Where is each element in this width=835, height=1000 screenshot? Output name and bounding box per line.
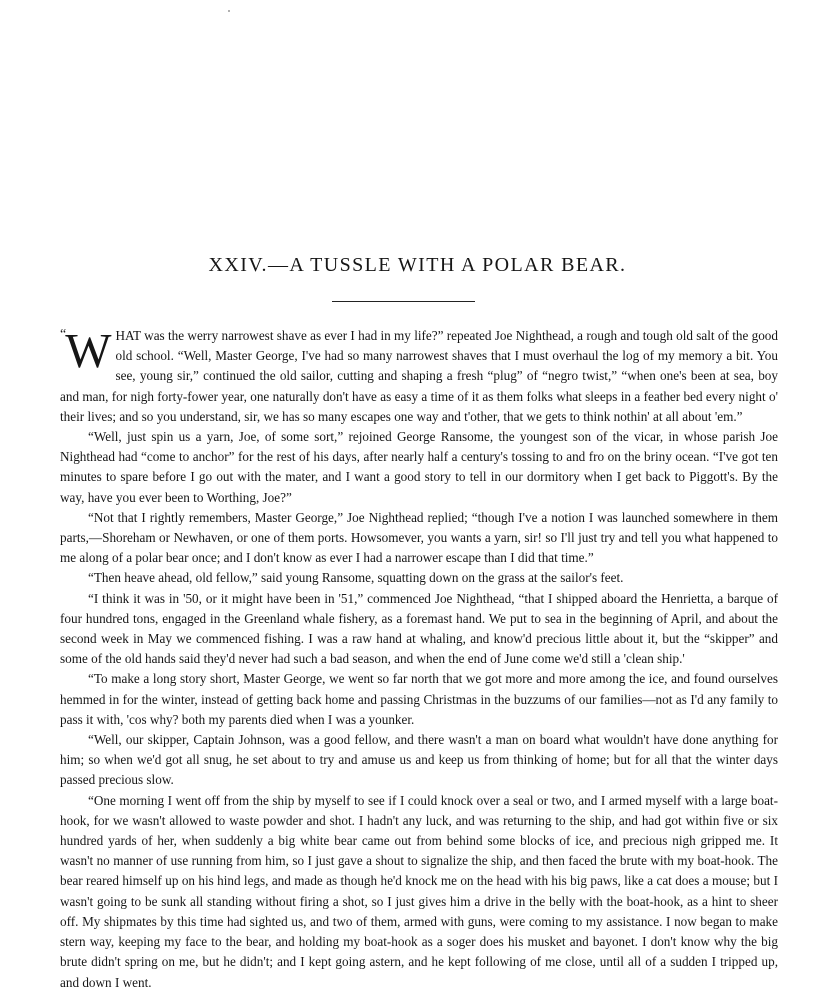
paragraph-5: “I think it was in '50, or it might have been in '51,” commenced Joe Nighthead, “that I shipped aboard the Henrietta, a barque of four hundred tons, engaged in the Greenland whale fishery, as a foremast hand. We put to sea in the beginning of April, and about the second week in May we commenced fishing. I was a raw hand at whaling, and know'd precious little about it, but the “skipper” and some of the old hands said they'd never had such a bad season, and when the end of June come we'd still a 'clean ship.' <box>60 590 778 667</box>
paragraph-2: “Well, just spin us a yarn, Joe, of some sort,” rejoined George Ransome, the youngest son of the vicar, in whose parish Joe Nighthead had “come to anchor” for the rest of his days, after nearly half a century's tossing to and fro on the briny ocean. “I've got ten minutes to spare before I go out with the mater, and I want a good story to tell in our dormitory when I get back to Piggott's. By the way, have you ever been to Worthing, Joe?” <box>60 429 778 505</box>
opening-quote: “ <box>60 327 67 342</box>
chapter-title: XXIV.—A TUSSLE WITH A POLAR BEAR. <box>208 254 627 276</box>
story-body <box>60 323 778 993</box>
paragraph-text: HAT was the werry narrowest shave as ever I had in my life?” repeated Joe Nighthead, a rough and tough old salt of the good old school. “Well, Master George, I've had so many narrowest shaves that I must overhaul the log of my memory a bit. You see, young sir,” continued the old sailor, cutting and shaping a fresh “plug” of “negro twist,” “when one's been at sea, boy and man, for nigh forty-fower year, one naturally don't have as easy a time of it as them folks what sleeps in a feather bed every night o' their lives; and so you understand, sir, we has so many escapes one way and t'other, that we gets to think nothin' at all about 'em.” <box>60 328 778 424</box>
paragraph-4: “Then heave ahead, old fellow,” said young Ransome, squatting down on the grass at the sailor's feet. <box>88 570 624 586</box>
paragraph-6: “To make a long story short, Master George, we went so far north that we got more and more among the ice, and found ourselves hemmed in for the winter, instead of getting back home and passing Christmas in the buzzums of our families—not as I'd any family to pass it with, 'cos why? both my parents died when I was a younker. <box>60 671 778 727</box>
paragraph-8: “One morning I went off from the ship by myself to see if I could knock over a seal or two, and I armed myself with a large boat-hook, for we wasn't allowed to waste powder and shot. I hadn't any luck, and was returning to the ship, and had got within five or six hundred yards of her, when suddenly a big white bear came out from behind some blocks of ice, and precious nigh gripped me. It wasn't no manner of use running from him, so I just gave a shout to signalize the ship, and then faced the brute with my boat-hook. The bear reared himself up on his hind legs, and made as though he'd knock me on the head with his big paws, like a cat does a mouse; but I wasn't going to be sunk all standing without firing a shot, so I just gives him a drive in the belly with the boat-hook, as a hint to sheer off. My shipmates by this time had sighted us, and two of them, armed with guns, were coming to my assistance. I now began to make stern way, keeping my face to the bear, and holding my boat-hook as a soger does his musket and bayonet. I don't know why the big brute didn't spring on me, but he didn't; and I kept going astern, and he kept following of me close, until all of a sudden I tripped up, and down I went. <box>60 792 778 990</box>
paragraph-3: “Not that I rightly remembers, Master George,” Joe Nighthead replied; “though I've a notion I was launched somewhere in them parts,—Shoreham or Newhaven, or one of them ports. Howsomever, you wants a yarn, sir! so I'll just try and tell you what happened to me along of a polar bear once; and I don't know as ever I had a narrower escape than I did that time.” <box>60 509 778 566</box>
page-speck <box>228 10 230 12</box>
paragraph-1 <box>60 323 778 427</box>
title-divider <box>332 301 475 302</box>
drop-cap: W <box>65 323 112 378</box>
paragraph-7: “Well, our skipper, Captain Johnson, was a good fellow, and there wasn't a man on board what wouldn't have done anything for him; so when we'd got all snug, he set about to try and amuse us and keep us from thinking of home; but for all that the winter days passed precious slow. <box>60 732 778 788</box>
